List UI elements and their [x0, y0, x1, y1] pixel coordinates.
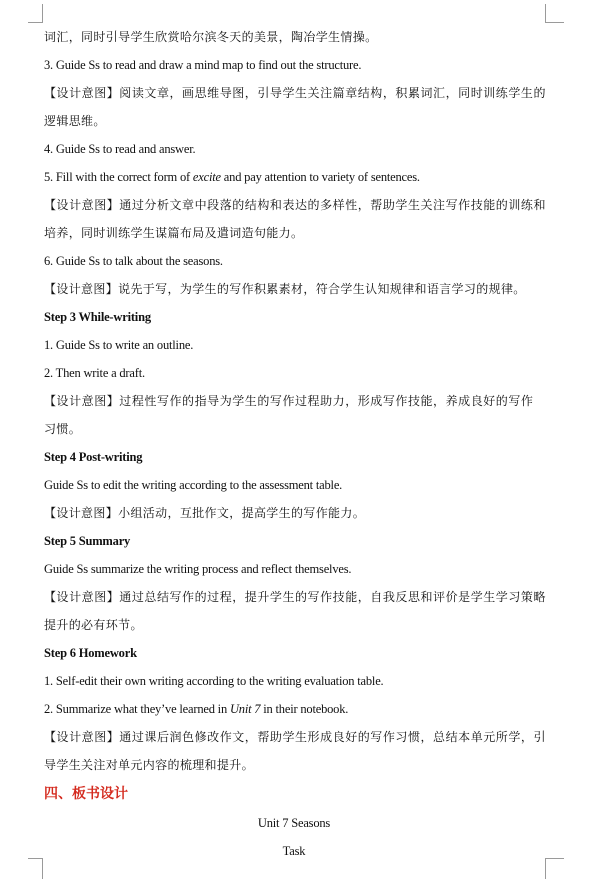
page-corner-mark-top-left	[28, 4, 43, 23]
text-line: 1. Guide Ss to write an outline.	[44, 338, 194, 352]
text-line: 词汇，同时引导学生欣赏哈尔滨冬天的美景，陶冶学生情操。	[44, 30, 378, 44]
step-heading: Step 4 Post-writing	[44, 450, 143, 464]
text-line: 3. Guide Ss to read and draw a mind map to find out the structure.	[44, 58, 362, 72]
text-line: 【设计意图】说先于写，为学生的写作积累素材，符合学生认知规律和语言学习的规律。	[44, 282, 526, 296]
document-body	[44, 23, 554, 865]
text-line: 习惯。	[44, 422, 82, 436]
text-line: 【设计意图】通过分析文章中段落的结构和表达的多样性，帮助学生关注写作技能的训练和	[44, 198, 547, 212]
text-line: 【设计意图】阅读文章，画思维导图，引导学生关注篇章结构，积累词汇，同时训练学生的	[44, 86, 547, 100]
board-subtitle: Task	[282, 844, 306, 858]
text-line	[44, 163, 554, 191]
text-line: 【设计意图】通过课后润色修改作文，帮助学生形成良好的写作习惯，总结本单元所学，引	[44, 730, 547, 744]
text-span: in their notebook.	[260, 702, 349, 716]
section-heading: 四、板书设计	[44, 786, 128, 802]
text-line: 【设计意图】通过总结写作的过程，提升学生的写作技能，自我反思和评价是学生学习策略	[44, 590, 547, 604]
text-line: 【设计意图】小组活动，互批作文，提高学生的写作能力。	[44, 506, 366, 520]
text-line: 提升的必有环节。	[44, 618, 143, 632]
text-span: and pay attention to variety of sentences.	[220, 170, 420, 184]
text-line: 【设计意图】过程性写作的指导为学生的写作过程助力，形成写作技能，养成良好的写作	[44, 394, 534, 408]
text-line: 2. Then write a draft.	[44, 366, 145, 380]
text-line: Guide Ss summarize the writing process and reflect themselves.	[44, 562, 352, 576]
text-span: 2. Summarize what they’ve learned in	[44, 702, 230, 716]
text-line: 导学生关注对单元内容的梳理和提升。	[44, 758, 254, 772]
text-line	[44, 695, 554, 723]
text-line: 培养，同时训练学生谋篇布局及遣词造句能力。	[44, 226, 304, 240]
step-heading: Step 3 While-writing	[44, 310, 151, 324]
step-heading: Step 6 Homework	[44, 646, 137, 660]
text-line: 6. Guide Ss to talk about the seasons.	[44, 254, 223, 268]
text-span: 5. Fill with the correct form of	[44, 170, 193, 184]
italic-word: Unit 7	[229, 702, 261, 716]
page-corner-mark-bottom-left	[28, 858, 43, 879]
text-line: 4. Guide Ss to read and answer.	[44, 142, 196, 156]
text-line: 1. Self-edit their own writing according to the writing evaluation table.	[44, 674, 384, 688]
text-line: Guide Ss to edit the writing according to the assessment table.	[44, 478, 343, 492]
page-corner-mark-top-right	[545, 4, 564, 23]
board-title: Unit 7 Seasons	[257, 816, 331, 830]
step-heading: Step 5 Summary	[44, 534, 131, 548]
text-line: 逻辑思维。	[44, 114, 106, 128]
italic-word: excite	[192, 170, 221, 184]
